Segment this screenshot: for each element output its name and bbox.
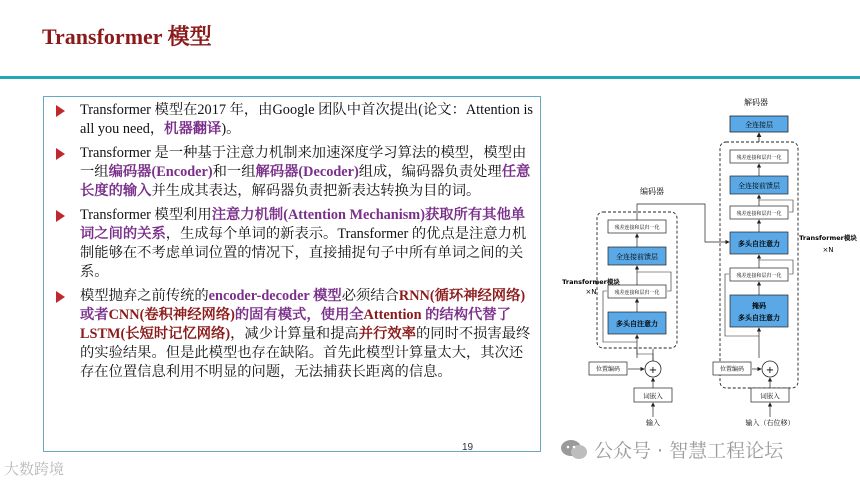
svg-text:×N: ×N bbox=[585, 288, 597, 296]
bullet-item bbox=[54, 287, 534, 382]
bullet-text-run: Transformer 模型在2017 年，由Google 团队中首次提出(论文：Attention is all you need， bbox=[80, 102, 533, 137]
bullet-text-run: 的同时不损害最终的实验结果。但是此模型也存在缺陷。首先此模型计算量太大，其次还存在位置信息利用不明显的问题，无法捕获长距离的信息。 bbox=[80, 326, 531, 380]
svg-text:×N: ×N bbox=[822, 246, 834, 254]
bullet-text-run: 模型抛弃之前传统的 bbox=[80, 288, 209, 304]
bullet-text-run: 组成，编码器负责处理 bbox=[358, 164, 502, 180]
svg-text:多头自注意力: 多头自注意力 bbox=[616, 320, 658, 328]
svg-text:词嵌入: 词嵌入 bbox=[760, 392, 780, 400]
wechat-icon bbox=[560, 439, 588, 461]
svg-text:残差连接和层归一化: 残差连接和层归一化 bbox=[736, 211, 782, 217]
svg-text:位置编码: 位置编码 bbox=[719, 366, 745, 373]
svg-text:位置编码: 位置编码 bbox=[595, 366, 621, 373]
title-divider bbox=[0, 76, 860, 79]
svg-text:输入（右位移）: 输入（右位移） bbox=[745, 419, 795, 427]
bullet-item bbox=[54, 144, 534, 201]
bullet-text-run: 解码器(Decoder) bbox=[255, 164, 359, 180]
bullet-text-run: RNN(循环神经网络) bbox=[398, 288, 526, 304]
transformer-architecture-diagram bbox=[562, 92, 857, 440]
bullet-text-run: 的固有模式，使用全 bbox=[234, 307, 364, 323]
bullet-arrow-icon bbox=[56, 291, 65, 303]
svg-text:残差连接和层归一化: 残差连接和层归一化 bbox=[736, 273, 782, 279]
svg-text:掩码: 掩码 bbox=[752, 302, 766, 310]
decoder-masked-attention bbox=[730, 295, 788, 327]
bullet-text-run: 编码器(Encoder) bbox=[108, 164, 213, 180]
bullet-text-run: Transformer 模型利用 bbox=[80, 207, 212, 223]
watermark-right-text: 公众号 · 智慧工程论坛 bbox=[594, 440, 784, 462]
bullet-list bbox=[44, 97, 540, 382]
bullet-text-run: 或者 bbox=[80, 307, 109, 323]
svg-text:残差连接和层归一化: 残差连接和层归一化 bbox=[736, 155, 782, 161]
watermark-right bbox=[560, 436, 783, 463]
watermark-left-text: 大数跨境 bbox=[4, 460, 65, 478]
svg-text:+: + bbox=[648, 365, 658, 376]
bullet-arrow-icon bbox=[56, 210, 65, 222]
bullet-arrow-icon bbox=[56, 148, 65, 160]
svg-text:+: + bbox=[765, 365, 775, 376]
bullet-arrow-icon bbox=[56, 105, 65, 117]
transformer-block-label-right: Transformer模块 bbox=[799, 234, 857, 242]
bullet-text-run: 并生成其表达，解码器负责把新表达转换为目的词。 bbox=[151, 183, 481, 199]
watermark-left bbox=[4, 458, 64, 479]
transformer-block-label-left: Transformer模块 bbox=[562, 278, 620, 286]
bullet-text-run: encoder-decoder 模型 bbox=[208, 288, 342, 304]
svg-text:全连接层: 全连接层 bbox=[745, 121, 773, 129]
svg-text:残差连接和层归一化: 残差连接和层归一化 bbox=[614, 225, 660, 231]
page-number: 19 bbox=[462, 442, 474, 453]
bullet-text-run: 必须结合 bbox=[341, 288, 399, 304]
content-textbox bbox=[43, 96, 541, 452]
svg-text:词嵌入: 词嵌入 bbox=[643, 392, 663, 400]
decoder-title: 解码器 bbox=[744, 98, 768, 107]
bullet-text-run: 注意力机制(Attention Mechanism)获取所有其他单词之间的关系 bbox=[80, 207, 526, 242]
svg-text:全连接前馈层: 全连接前馈层 bbox=[616, 253, 658, 261]
encoder-title: 编码器 bbox=[640, 187, 664, 196]
slide-title: Transformer 模型 bbox=[42, 24, 212, 49]
bullet-text-run: Transformer 是一种基于注意力机制来加速深度学习算法的模型，模型由一组 bbox=[80, 145, 527, 180]
bullet-text-run: LSTM(长短时记忆网络) bbox=[80, 326, 231, 342]
bullet-text-run: ，生成每个单词的新表示。Transformer 的优点是注意力机制能够在不考虑单词位置的情况下，直接捕捉句子中所有单词之间的关系。 bbox=[80, 226, 527, 280]
bullet-text-run: 任意长度的输入 bbox=[80, 164, 531, 199]
bullet-item bbox=[54, 206, 534, 282]
bullet-text-run: 和一组 bbox=[212, 164, 256, 180]
svg-text:多头自注意力: 多头自注意力 bbox=[738, 314, 780, 322]
bullet-text-run: 并行效率 bbox=[358, 326, 416, 342]
bullet-text-run: 机器翻译 bbox=[164, 121, 222, 137]
bullet-item bbox=[54, 101, 534, 139]
svg-text:残差连接和层归一化: 残差连接和层归一化 bbox=[614, 290, 660, 296]
bullet-text-run: CNN(卷积神经网络) bbox=[108, 307, 235, 323]
svg-text:全连接前馈层: 全连接前馈层 bbox=[738, 182, 780, 190]
svg-text:输入: 输入 bbox=[646, 419, 660, 427]
bullet-text-run: 的结构代替了 bbox=[421, 307, 511, 323]
svg-text:多头自注意力: 多头自注意力 bbox=[738, 240, 780, 248]
bullet-text-run: ，减少计算量和提高 bbox=[230, 326, 359, 342]
bullet-text-run: Attention bbox=[363, 307, 422, 323]
bullet-text-run: )。 bbox=[221, 121, 241, 137]
